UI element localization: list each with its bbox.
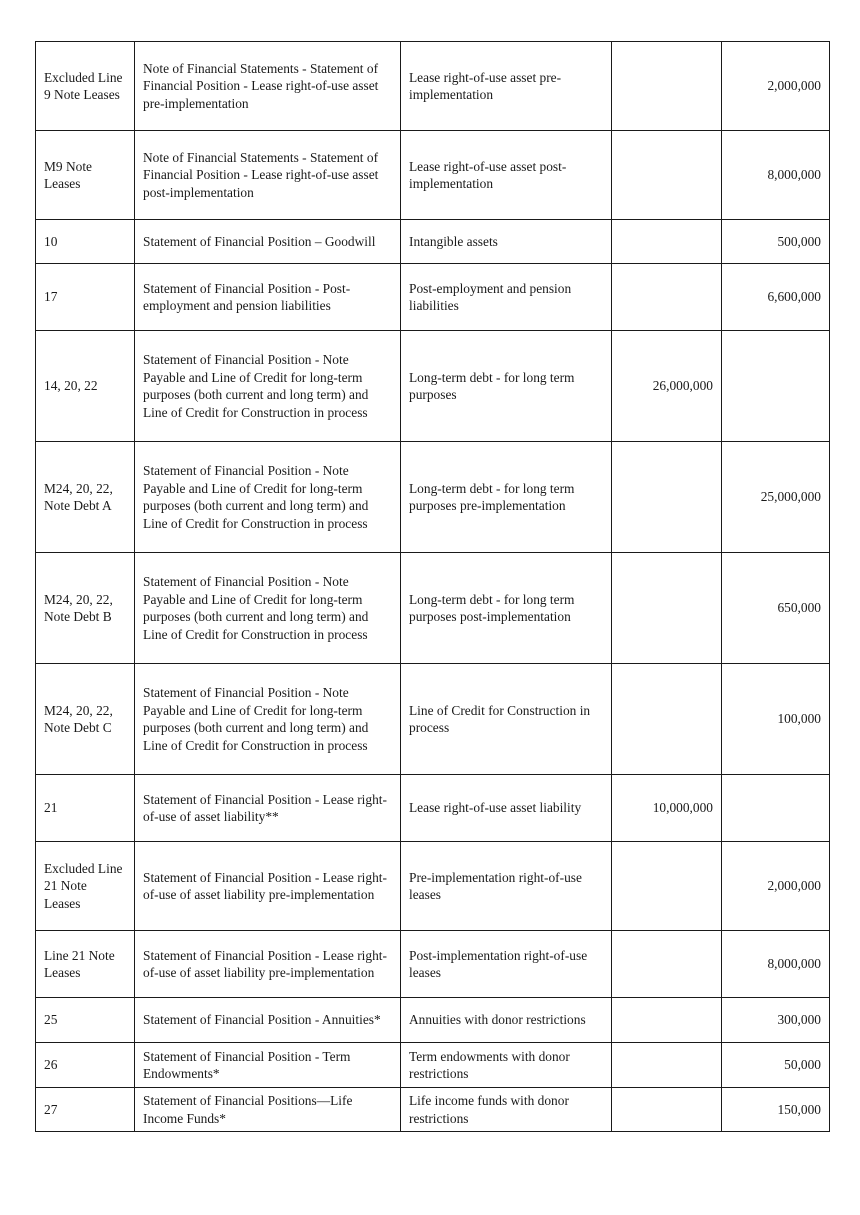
reference-text: 26	[44, 1057, 58, 1073]
reference-text: 14, 20, 22	[44, 378, 98, 394]
source-cell	[135, 442, 401, 553]
amount-b-cell	[722, 1088, 830, 1132]
reference-text: 27	[44, 1101, 58, 1117]
description-text: Line of Credit for Construction in process	[409, 702, 591, 735]
amount-b-text: 100,000	[777, 711, 821, 727]
source-cell	[135, 220, 401, 264]
amount-a-cell	[612, 931, 722, 998]
reference-text: M24, 20, 22, Note Debt A	[44, 480, 113, 513]
description-cell	[401, 553, 612, 664]
reference-cell	[36, 1088, 135, 1132]
table-row	[36, 553, 830, 664]
description-text: Life income funds with donor restrictions	[409, 1093, 569, 1126]
amount-a-cell	[612, 220, 722, 264]
description-cell	[401, 220, 612, 264]
description-cell	[401, 331, 612, 442]
amount-b-cell	[722, 442, 830, 553]
amount-b-text: 6,600,000	[767, 289, 821, 305]
source-cell	[135, 1043, 401, 1088]
source-text: Statement of Financial Position - Note Payable and Line of Credit for long-term purposes (both current and long term) and Line of Credit for Construction in process	[143, 463, 369, 531]
source-text: Statement of Financial Position - Note Payable and Line of Credit for long-term purposes (both current and long term) and Line of Credit for Construction in process	[143, 685, 369, 753]
amount-a-cell	[612, 1088, 722, 1132]
amount-b-cell	[722, 998, 830, 1043]
table-row	[36, 775, 830, 842]
amount-b-text: 300,000	[777, 1012, 821, 1028]
table-row	[36, 131, 830, 220]
financial-mapping-table	[35, 41, 830, 1132]
reference-text: M24, 20, 22, Note Debt C	[44, 702, 113, 735]
amount-b-cell	[722, 264, 830, 331]
amount-b-cell	[722, 664, 830, 775]
source-cell	[135, 842, 401, 931]
amount-a-cell	[612, 553, 722, 664]
amount-b-text: 8,000,000	[767, 167, 821, 183]
table-row	[36, 264, 830, 331]
reference-text: 17	[44, 289, 58, 305]
source-cell	[135, 775, 401, 842]
reference-cell	[36, 998, 135, 1043]
reference-cell	[36, 42, 135, 131]
description-cell	[401, 131, 612, 220]
amount-b-text: 150,000	[777, 1101, 821, 1117]
amount-a-text: 26,000,000	[652, 378, 713, 394]
source-text: Statement of Financial Position - Lease right-of-use of asset liability pre-implementation	[143, 869, 387, 902]
amount-b-cell	[722, 1043, 830, 1088]
description-cell	[401, 1088, 612, 1132]
source-cell	[135, 1088, 401, 1132]
table-row	[36, 842, 830, 931]
source-text: Statement of Financial Position - Term Endowments*	[143, 1048, 351, 1081]
source-text: Statement of Financial Positions—Life Income Funds*	[143, 1093, 353, 1126]
description-cell	[401, 775, 612, 842]
description-text: Post-employment and pension liabilities	[409, 280, 572, 313]
reference-cell	[36, 331, 135, 442]
description-text: Pre-implementation right-of-use leases	[409, 869, 582, 902]
table-row	[36, 998, 830, 1043]
description-text: Intangible assets	[409, 233, 498, 249]
amount-b-cell	[722, 931, 830, 998]
table-row	[36, 664, 830, 775]
reference-cell	[36, 220, 135, 264]
amount-b-cell	[722, 775, 830, 842]
table-row	[36, 1043, 830, 1088]
amount-a-cell	[612, 331, 722, 442]
table-row	[36, 931, 830, 998]
amount-a-cell	[612, 442, 722, 553]
description-text: Post-implementation right-of-use leases	[409, 947, 588, 980]
table-row	[36, 220, 830, 264]
reference-cell	[36, 264, 135, 331]
source-text: Note of Financial Statements - Statement of Financial Position - Lease right-of-use asset pre-implementation	[143, 60, 379, 111]
description-text: Lease right-of-use asset liability	[409, 800, 582, 816]
reference-text: M9 Note Leases	[44, 158, 92, 191]
source-cell	[135, 131, 401, 220]
amount-b-cell	[722, 331, 830, 442]
source-text: Statement of Financial Position - Annuities*	[143, 1012, 381, 1028]
source-cell	[135, 931, 401, 998]
amount-b-text: 650,000	[777, 600, 821, 616]
amount-a-cell	[612, 1043, 722, 1088]
reference-text: 10	[44, 233, 58, 249]
source-text: Note of Financial Statements - Statement of Financial Position - Lease right-of-use asset post-implementation	[143, 149, 379, 200]
amount-a-cell	[612, 42, 722, 131]
amount-b-text: 2,000,000	[767, 78, 821, 94]
reference-text: M24, 20, 22, Note Debt B	[44, 591, 113, 624]
amount-b-text: 2,000,000	[767, 878, 821, 894]
source-cell	[135, 664, 401, 775]
amount-b-cell	[722, 842, 830, 931]
reference-text: Excluded Line 9 Note Leases	[44, 69, 123, 102]
amount-b-text: 25,000,000	[760, 489, 821, 505]
source-cell	[135, 553, 401, 664]
source-text: Statement of Financial Position - Lease right-of-use of asset liability pre-implementation	[143, 947, 387, 980]
reference-text: 21	[44, 800, 58, 816]
amount-b-cell	[722, 553, 830, 664]
amount-a-cell	[612, 998, 722, 1043]
source-text: Statement of Financial Position - Note Payable and Line of Credit for long-term purposes (both current and long term) and Line of Credit for Construction in process	[143, 352, 369, 420]
reference-cell	[36, 442, 135, 553]
source-cell	[135, 998, 401, 1043]
source-cell	[135, 264, 401, 331]
reference-cell	[36, 775, 135, 842]
description-cell	[401, 442, 612, 553]
description-text: Lease right-of-use asset post-implementation	[409, 158, 567, 191]
amount-a-cell	[612, 131, 722, 220]
amount-b-text: 500,000	[777, 233, 821, 249]
amount-a-cell	[612, 664, 722, 775]
amount-a-cell	[612, 775, 722, 842]
amount-b-cell	[722, 220, 830, 264]
source-text: Statement of Financial Position - Lease right-of-use of asset liability**	[143, 791, 387, 824]
description-cell	[401, 931, 612, 998]
description-text: Long-term debt - for long term purposes post-implementation	[409, 591, 575, 624]
source-text: Statement of Financial Position - Note Payable and Line of Credit for long-term purposes (both current and long term) and Line of Credit for Construction in process	[143, 574, 369, 642]
amount-b-text: 8,000,000	[767, 956, 821, 972]
reference-cell	[36, 131, 135, 220]
description-text: Long-term debt - for long term purposes	[409, 369, 575, 402]
reference-cell	[36, 842, 135, 931]
reference-text: 25	[44, 1012, 58, 1028]
description-cell	[401, 1043, 612, 1088]
amount-b-cell	[722, 42, 830, 131]
reference-cell	[36, 931, 135, 998]
description-cell	[401, 264, 612, 331]
table-body	[36, 42, 830, 1132]
description-text: Long-term debt - for long term purposes pre-implementation	[409, 480, 575, 513]
amount-a-cell	[612, 842, 722, 931]
amount-a-cell	[612, 264, 722, 331]
reference-text: Line 21 Note Leases	[44, 947, 115, 980]
reference-cell	[36, 1043, 135, 1088]
table-row	[36, 1088, 830, 1132]
reference-cell	[36, 553, 135, 664]
source-cell	[135, 42, 401, 131]
description-text: Term endowments with donor restrictions	[409, 1048, 570, 1081]
table-row	[36, 331, 830, 442]
description-cell	[401, 842, 612, 931]
source-text: Statement of Financial Position – Goodwill	[143, 233, 376, 249]
source-cell	[135, 331, 401, 442]
description-text: Lease right-of-use asset pre-implementation	[409, 69, 562, 102]
reference-text: Excluded Line 21 Note Leases	[44, 860, 123, 911]
amount-a-text: 10,000,000	[652, 800, 713, 816]
description-cell	[401, 998, 612, 1043]
description-text: Annuities with donor restrictions	[409, 1012, 586, 1028]
source-text: Statement of Financial Position - Post-employment and pension liabilities	[143, 280, 351, 313]
table-row	[36, 42, 830, 131]
table-row	[36, 442, 830, 553]
amount-b-cell	[722, 131, 830, 220]
description-cell	[401, 664, 612, 775]
amount-b-text: 50,000	[784, 1057, 821, 1073]
reference-cell	[36, 664, 135, 775]
description-cell	[401, 42, 612, 131]
